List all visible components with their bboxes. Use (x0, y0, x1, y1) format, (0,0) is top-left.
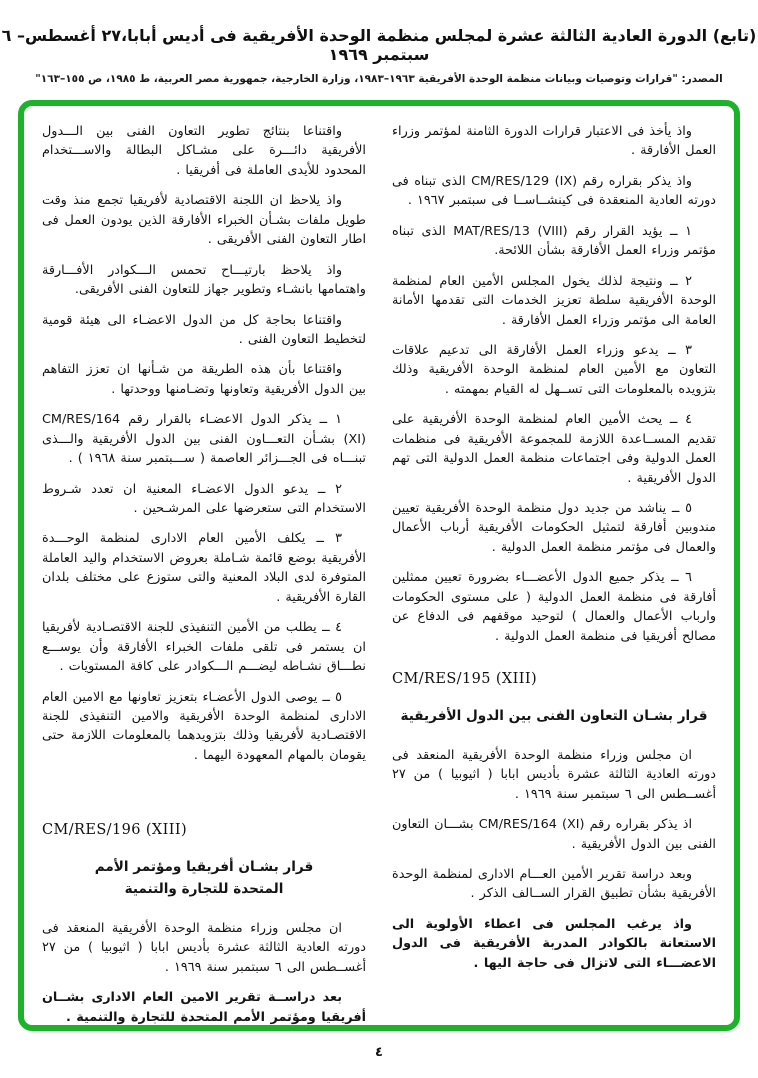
resolution-title: قرار بشـان التعاون الفنى بين الدول الأفريقية (400, 708, 708, 725)
paragraph: اذ يذكر بقراره رقم CM/RES/164 (XI) بشـــان التعاون الفنى بين الدول الأفريقية . (392, 817, 716, 852)
paragraph: واقتناعا بحاجة كل من الدول الاعضـاء الى هيئة قومية لتخطيط التعاون الفنى . (42, 312, 366, 347)
paragraph-clause-6: ٦ ــ يذكر جميع الدول الأعضـــاء بضرورة تعيين ممثلين أفارقة فى منظمة العمل الدولية ( على مستوى الحكومات وارباب الأعمال والعمال ) لتوحيد موقفهم فى الدفاع عن مصالح أفريقيا فى منظمة العمل الدولية . (392, 570, 716, 644)
resolution-title: قرار بشـان أفريقيا ومؤتمر الأمم المتحدة للتجارة والتنمية (94, 859, 314, 898)
paragraph: واذ يأخذ فى الاعتبار قرارات الدورة الثامنة لمؤتمر وزراء العمل الأفارقة . (392, 124, 716, 159)
paragraph-clause-1: ١ ــ يؤيد القرار رقم MAT/RES/13 (VIII) الذى تبناه مؤتمر وزراء العمل الأفارقة بشأن اللائحة. (392, 223, 716, 259)
paragraph-clause-1: ١ ــ يذكر الدول الاعضـاء بالقرار رقم CM/RES/164 (XI) بشـأن التعـــاون الفنى بين الدول الأفريقية والـــذى تبنـــاه فى الجـــزائر العاصمة ( ســـبتمبر سنة ١٩٦٨ ) . (42, 412, 366, 467)
paragraph-clause-2: ٢ ــ يدعو الدول الاعضـاء المعنية ان تعدد شـروط الاستخدام التى ستعرضها على المرشـحين . (42, 481, 366, 516)
paragraph-clause-4: ٤ ــ يحث الأمين العام لمنظمة الوحدة الأفريقية على تقديم المســاعدة اللازمة للمجموعة الأفريقية فى منظمات العمل الدولية وفى اجتماعات منظمة العمل الدولية التى تهم الدول الأفريقية . (392, 412, 716, 486)
paragraph-clause-2: ٢ ــ ونتيجة لذلك يخول المجلس الأمين العام لمنظمة الوحدة الأفريقية سلطة تعزيز الخدمات التى تقدمها الأمانة العامة الى مؤتمر وزراء العمل الأفارقة . (392, 273, 716, 328)
paragraph: واذ يرغب المجلس فى اعطاء الأولوية الى الاستعانة بالكوادر المدربة الأفريقية فى الدول الاعضـــاء التى لاتزال فى حاجة اليها . (392, 916, 716, 971)
page-title: (تابع) الدورة العادية الثالثة عشرة لمجلس منظمة الوحدة الأفريقية فى أديس أبابا،٢٧ أغسطس– ٦ سبتمبر ١٩٦٩ (1, 26, 757, 64)
resolution-ref-cm-res-195: CM/RES/195 (XIII) (392, 671, 538, 688)
paragraph-clause-3: ٣ ــ يدعو وزراء العمل الأفارقة الى تدعيم علاقات التعاون مع الأمين العام لمنظمة الوحدة الأفريقية وذلك بتزويده بالمعلومات التى تســهل له القيام بمهمته . (392, 342, 716, 397)
column-right (392, 122, 716, 1015)
paragraph-clause-5: ٥ ــ يوصى الدول الأعضـاء بتعزيز تعاونها مع الامين العام الادارى لمنظمة الوحدة الأفريقية والامين التنفيذى للجنة الاقتصـادية لأفريقيا وذلك بتزويدهما بالمعلومات اللازمة حتى يقومان بالمهام المعهودة اليهما . (42, 689, 366, 763)
column-left (42, 122, 366, 1025)
paragraph: واذ يلاحظ ان اللجنة الاقتصادية لأفريقيا تجمع منذ وقت طويل ملفات بشـأن الخبراء الأفارقة الذين يودون العمل فى اطار التعاون الفنى الأفريقى . (42, 193, 366, 248)
paragraph: ان مجلس وزراء منظمة الوحدة الأفريقية المنعقد فى دورته العادية الثالثة عشرة بأديس ابابا ( اثيوبيا ) من ٢٧ أغســطس الى ٦ سبتمبر سنة ١٩٦٩ . (392, 747, 716, 802)
source-citation: المصدر: "قرارات وتوصيات وبيانات منظمة الوحدة الأفريقية ١٩٦٣–١٩٨٣، وزارة الخارجية، جمهورية مصر العربية، ط ١٩٨٥، ص ١٥٥–١٦٣" (35, 73, 723, 85)
green-frame (18, 100, 740, 1031)
paragraph: واقتناعا بأن هذه الطريقة من شـأنها ان تعزز التفاهم بين الدول الأفريقية وتعاونها وتضـامنها ووحدتها . (42, 362, 366, 397)
paragraph: واذ يذكر بقراره رقم CM/RES/129 (IX) الذى تبناه فى دورته العادية المنعقدة فى كينشــاســا فى سبتمبر ١٩٦٧ . (392, 173, 716, 209)
paragraph: واذ يلاحظ بارتيـــاح تحمس الـــكوادر الأفـــارقة واهتمامها بانشـاء وتطوير جهاز للتعاون الفنى الأفريقى. (42, 262, 366, 298)
paragraph: وبعد دراسة تقرير الأمين العـــام الادارى لمنظمة الوحدة الأفريقية بشأن تطبيق القرار الســالف الذكر . (392, 867, 716, 902)
resolution-ref-cm-res-196: CM/RES/196 (XIII) (42, 822, 188, 839)
paragraph-clause-4: ٤ ــ يطلب من الأمين التنفيذى للجنة الاقتصـادية لأفريقيا ان يستمر فى تلقى ملفات الخبراء الأفارقة وأن يوســـع نطـــاق نشـاطه ليضـــم الـــكوادر على كافة المستويات . (42, 620, 366, 675)
page-number: ٤ (375, 1045, 383, 1060)
paragraph-clause-5: ٥ ــ يناشد من جديد دول منظمة الوحدة الأفريقية تعيين مندوبين أفارقة لتمثيل الحكومات الأفريقية أرباب الأعمال والعمال فى مؤتمر منظمة العمل الدولية . (392, 501, 716, 555)
paragraph-clause-3: ٣ ــ يكلف الأمين العام الادارى لمنظمة الوحـــدة الأفريقية بوضع قائمة شـاملة بعروض الاستخدام واليد العاملة المتوفرة لدى البلاد المعنية والتى ستوزع على مختلف بلدان القارة الأفريقية . (42, 531, 366, 605)
paragraph: واقتناعا بنتائج تطوير التعاون الفنى بين الـــدول الأفريقية دائـــرة على مشـاكل البطالة والاســـتخدام المحدود للأيدى العاملة فى أفريقيا . (42, 124, 366, 178)
paragraph: بعد دراســة تقرير الامين العام الادارى بشــان أفريقيا ومؤتمر الأمم المتحدة للتجارة والتنمية . (42, 990, 366, 1025)
paragraph: ان مجلس وزراء منظمة الوحدة الأفريقية المنعقد فى دورته العادية الثالثة عشرة بأديس ابابا ( اثيوبيا ) من ٢٧ أغســطس الى ٦ سبتمبر سنة ١٩٦٩ . (42, 920, 366, 975)
page-header (0, 0, 758, 85)
